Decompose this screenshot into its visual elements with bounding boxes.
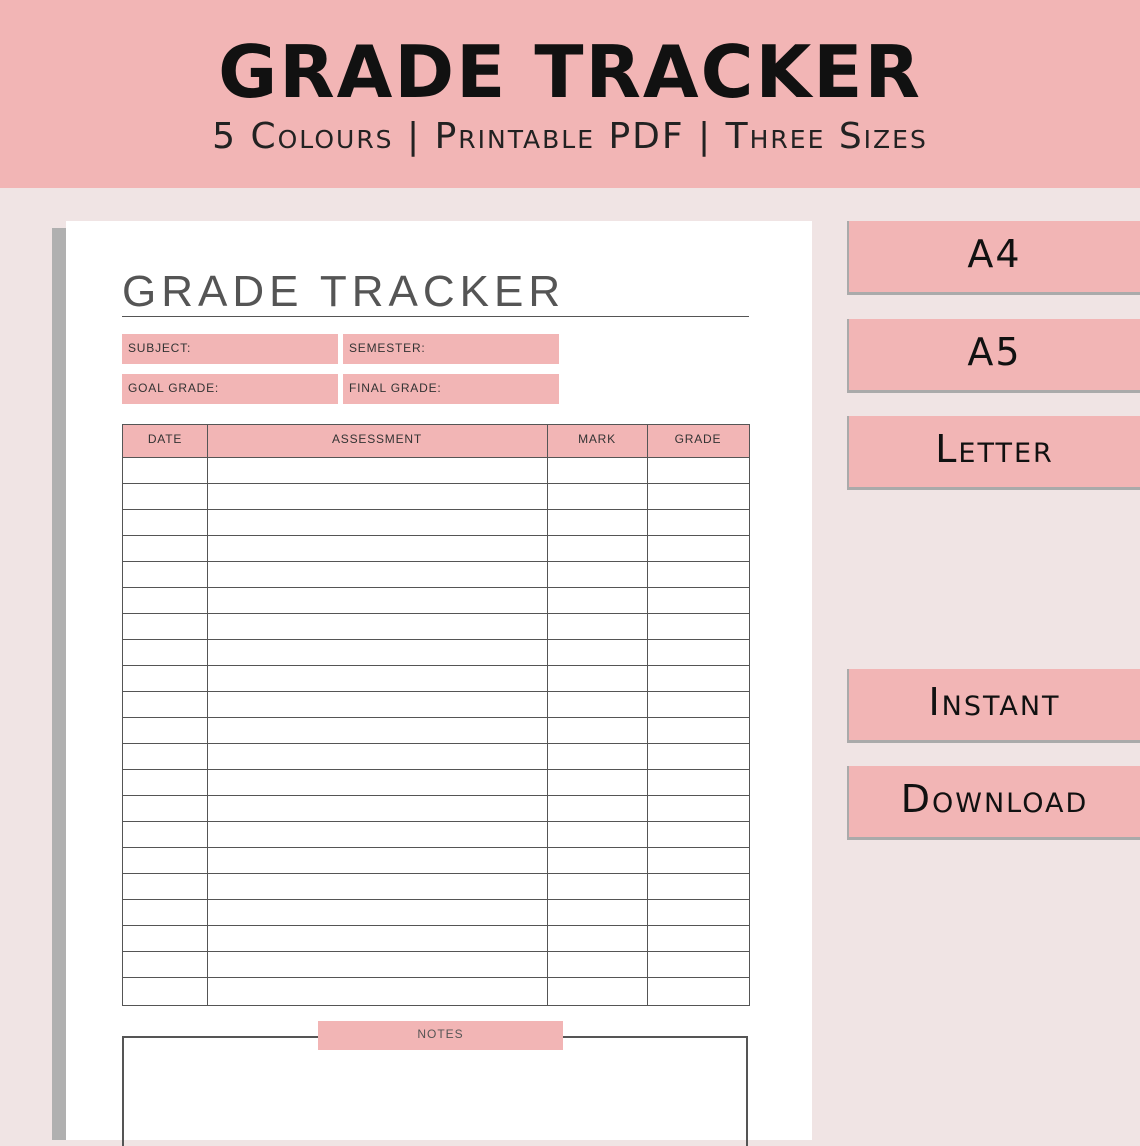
sheet-shadow — [52, 228, 66, 1140]
tracker-sheet-preview — [66, 221, 812, 1140]
banner-title: GRADE TRACKER — [218, 30, 922, 114]
table-row-divider — [123, 587, 749, 588]
table-row-divider — [123, 743, 749, 744]
column-header-assessment: ASSESSMENT — [331, 432, 423, 446]
table-row-divider — [123, 613, 749, 614]
grade-table — [122, 424, 750, 1006]
goal-grade-field: GOAL GRADE: — [122, 374, 338, 404]
size-letter-badge: Letter — [847, 416, 1140, 490]
header-banner — [0, 0, 1140, 188]
notes-label: NOTES — [318, 1021, 563, 1050]
table-row-divider — [123, 873, 749, 874]
notes-box — [122, 1036, 748, 1146]
table-row-divider — [123, 847, 749, 848]
sheet-title: GRADE TRACKER — [122, 267, 566, 316]
table-row-divider — [123, 535, 749, 536]
title-divider — [122, 316, 749, 317]
instant-badge: Instant — [847, 669, 1140, 743]
column-divider — [207, 425, 208, 1005]
table-row-divider — [123, 899, 749, 900]
table-header — [123, 425, 749, 458]
table-row-divider — [123, 977, 749, 978]
final-grade-field: FINAL GRADE: — [343, 374, 559, 404]
banner-subtitle: 5 Colours | Printable PDF | Three Sizes — [212, 116, 928, 157]
size-a4-badge: A4 — [847, 221, 1140, 295]
column-divider — [547, 425, 548, 1005]
table-row-divider — [123, 483, 749, 484]
subject-field: SUBJECT: — [122, 334, 338, 364]
semester-field: SEMESTER: — [343, 334, 559, 364]
table-row-divider — [123, 821, 749, 822]
download-badge: Download — [847, 766, 1140, 840]
size-a5-badge: A5 — [847, 319, 1140, 393]
table-row-divider — [123, 795, 749, 796]
table-row-divider — [123, 561, 749, 562]
column-header-mark: MARK — [578, 432, 616, 446]
table-row-divider — [123, 769, 749, 770]
table-row-divider — [123, 925, 749, 926]
table-row-divider — [123, 509, 749, 510]
column-header-date: DATE — [147, 432, 183, 446]
table-row-divider — [123, 665, 749, 666]
column-divider — [647, 425, 648, 1005]
table-row-divider — [123, 639, 749, 640]
table-row-divider — [123, 717, 749, 718]
column-header-grade: GRADE — [674, 432, 722, 446]
table-row-divider — [123, 951, 749, 952]
table-row-divider — [123, 691, 749, 692]
